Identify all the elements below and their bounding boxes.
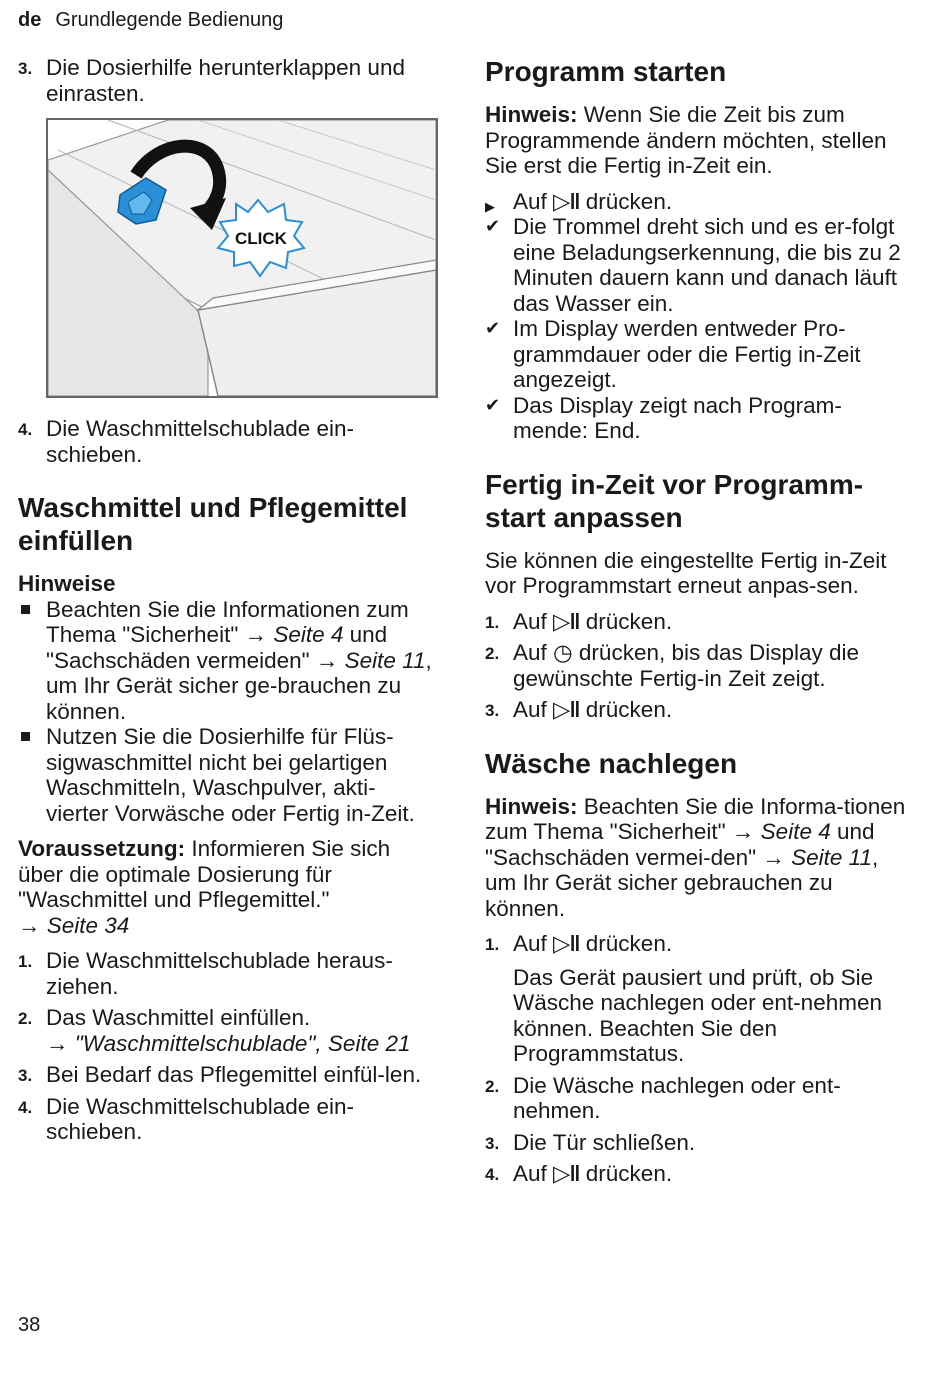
add-laundry-note: Hinweis: Beachten Sie die Informa-tionen zum Thema "Sicherheit" → Seite 4 und "Sachschäden vermei-den" → Seite 11, um Ihr Gerät sicher gebrauchen zu können.: [485, 793, 906, 921]
add-step-2: 2. Die Wäsche nachlegen oder ent-nehmen.: [485, 1072, 841, 1123]
heading-fill-detergent: Waschmittel und Pflegemittel einfüllen: [18, 492, 408, 556]
page-header: [18, 8, 283, 32]
fill-step-2: 2. Das Waschmittel einfüllen. → "Waschmittelschublade", Seite 21: [18, 1005, 411, 1056]
bullet-square-icon: [21, 605, 30, 614]
start-pause-icon: ▷‖: [553, 931, 580, 956]
clock-icon: ◷: [553, 640, 573, 665]
finish-step-2: 2. Auf ◷ drücken, bis das Display die gewünschte Fertig-in Zeit zeigt.: [485, 640, 860, 691]
check-icon: ✔: [485, 318, 501, 338]
fill-step-1: 1. Die Waschmittelschublade heraus-ziehen.: [18, 948, 393, 999]
finish-step-1: 1. Auf ▷‖ drücken.: [485, 608, 673, 634]
heading-adjust-finish-time: Fertig in-Zeit vor Programm-start anpassen: [485, 468, 864, 533]
ref-link-seite-4[interactable]: → Seite 4: [244, 622, 344, 647]
heading-add-laundry: Wäsche nachlegen: [485, 747, 738, 779]
finish-step-3: 3. Auf ▷‖ drücken.: [485, 697, 673, 722]
start-pause-icon: ▷‖: [553, 608, 580, 634]
note-bullet-safety: Beachten Sie die Informationen zum Thema "Sicherheit" → Seite 4 und "Sachschäden vermeiden" → Seite 11, um Ihr Gerät sicher ge-brauchen zu können.: [18, 597, 438, 725]
fill-step-4: 4. Die Waschmittelschublade ein-schieben.: [18, 1093, 355, 1144]
add-step-4: 4. Auf ▷‖ drücken.: [485, 1161, 673, 1186]
start-pause-icon: ▷‖: [553, 697, 580, 722]
language-code: de: [18, 9, 42, 31]
prerequisite: Voraussetzung: Informieren Sie sich über die optimale Dosierung für "Waschmittel und Pflegemittel." → Seite 34: [18, 836, 391, 938]
click-label: CLICK: [235, 229, 287, 248]
add-step-3: 3. Die Tür schließen.: [485, 1129, 696, 1155]
step-fold-dosing-aid: 3. Die Dosierhilfe herunterklappen und einrasten.: [18, 55, 405, 106]
triangle-bullet-icon: ▶︎: [485, 198, 495, 214]
start-action: ▶︎ Auf ▷‖ drücken.: [485, 189, 915, 215]
ref-link-seite-34[interactable]: → Seite 34: [18, 912, 130, 938]
fill-step-3: 3. Bei Bedarf das Pflegemittel einfül-len.: [18, 1062, 422, 1087]
add-step-1-detail: Das Gerät pausiert und prüft, ob Sie Wäsche nachlegen oder ent-nehmen können. Beachten Sie den Programmstatus.: [513, 964, 882, 1066]
start-note: Hinweis: Wenn Sie die Zeit bis zum Programmende ändern möchten, stellen Sie erst die Fertig in-Zeit ein.: [485, 102, 887, 178]
start-result-1: ✔ Die Trommel dreht sich und es er-folgt eine Beladungserkennung, die bis zu 2 Minuten dauern kann und danach läuft das Wasser ein.: [485, 214, 901, 316]
ref-link-seite-11[interactable]: → Seite 11: [315, 647, 426, 673]
notes-label: Hinweise: [18, 571, 116, 596]
bullet-square-icon: [21, 732, 30, 741]
dosing-aid-illustration: [46, 118, 438, 398]
add-step-1: 1. Auf ▷‖ drücken. Das Gerät pausiert und prüft, ob Sie Wäsche nachlegen oder ent-nehmen können. Beachten Sie den Programmstatus.: [485, 931, 915, 1067]
check-icon: ✔: [485, 216, 501, 236]
check-icon: ✔: [485, 394, 501, 415]
right-column: [485, 55, 915, 1187]
start-pause-icon: ▷‖: [553, 188, 580, 214]
section-title: Grundlegende Bedienung: [55, 9, 284, 31]
page-number: 38: [18, 1314, 41, 1336]
ref-link-waschmittelschublade[interactable]: → "Waschmittelschublade", Seite 21: [46, 1030, 411, 1056]
left-column: [18, 55, 438, 1145]
note-bullet-dosing-aid: Nutzen Sie die Dosierhilfe für Flüs-sigwaschmittel nicht bei gelartigen Waschmitteln, Waschpulver, akti-vierter Vorwäsche oder Fertig in-Zeit.: [18, 724, 438, 826]
step-insert-drawer: 4. Die Waschmittelschublade ein-schieben.: [18, 416, 355, 467]
ref-link-seite-4[interactable]: → Seite 4: [731, 819, 831, 844]
heading-program-start: Programm starten: [485, 56, 727, 87]
start-result-3: ✔ Das Display zeigt nach Program-mende: End.: [485, 392, 842, 443]
ref-link-seite-11[interactable]: → Seite 11: [762, 844, 873, 870]
start-pause-icon: ▷‖: [553, 1161, 580, 1186]
start-result-2: ✔ Im Display werden entweder Pro-grammdauer oder die Fertig in-Zeit angezeigt.: [485, 316, 861, 392]
finish-time-intro: Sie können die eingestellte Fertig in-Zeit vor Programmstart erneut anpas-sen.: [485, 547, 887, 598]
